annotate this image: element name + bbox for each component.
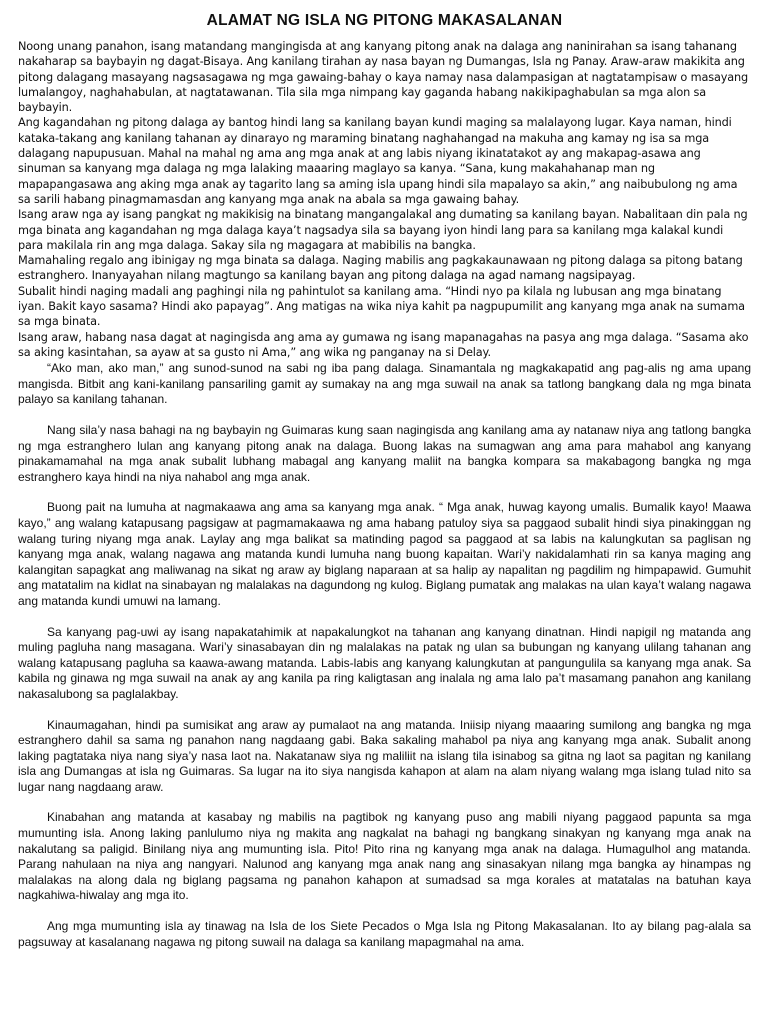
story-paragraph: Buong pait na lumuha at nagmakaawa ang ama sa kanyang mga anak. “ Mga anak, huwag kayong umalis. Bumalik kayo! Maawa kayo,” ang walang katapusang pagsigaw at pagmamakaawa ng ama habang patuloy siya sa paggaod subalit hindi siya pinakinggan ng walang turing niyang mga anak. Laylay ang mga balikat sa matinding pagod sa paggaod at sa labis na kalungkutan sa paglisan ng kanyang mga anak, walang nagawa ang matanda kundi lumuha nang buong kapaitan. Wari’y nakidalamhati rin sa kanya maging ang kalangitan sapagkat ang maliwanag na sikat ng araw ay biglang naparaan at sa halip ay napalitan ng pagdilim ng himpapawid. Gumuhit ang matatalim na kidlat na sinabayan ng malalakas na dagundong ng kulog. Biglang pumatak ang malakas na ulan kaya’t walang nagawa ang matanda kundi umuwi na lamang. (18, 500, 751, 608)
story-paragraph: “Ako man, ako man,” ang sunod-sunod na sabi ng iba pang dalaga. Sinamantala ng magkakapatid ang pag-alis ng ama upang mangisda. Bitbit ang kani-kanilang pansariling gamit ay sumakay na ang mga suwail na anak sa tatlong bangkang dala ng mga binata palayo sa kanilang tahanan. (18, 361, 751, 407)
intro-paragraph: Noong unang panahon, isang matandang mangingisda at ang kanyang pitong anak na dalaga ang naninirahan sa isang tahanang nakaharap sa baybayin ng dagat-Bisaya. Ang kanilang tirahan ay nasa bayan ng Dumangas, Isla ng Panay. Araw-araw makikita ang pitong dalagang masayang nagsasagawa ng mga gawaing-bahay o kaya namay nasa dalampasigan at nagtatampisaw o masayang lumalangoy, naghahabulan, at nagtatawanan. Tila sila mga nimpang kay gaganda habang nakikipaghabulan sa mga alon sa baybayin. (18, 40, 749, 115)
story-section (18, 361, 751, 950)
intro-paragraph: Subalit hindi naging madali ang paghingi nila ng pahintulot sa kanilang ama. “Hindi nyo pa kilala ng lubusan ang mga binatang iyan. Bakit kayo sasama? Hindi ako papayag”. Ang matigas na wika niya kahit pa nagpupumilit ang kanyang mga anak na sumama sa mga binata. (18, 284, 745, 329)
story-paragraph: Sa kanyang pag-uwi ay isang napakatahimik at napakalungkot na tahanan ang kanyang dinatnan. Hindi napigil ng matanda ang muling pagluha nang masagana. Wari’y sinasabayan din ng malalakas na patak ng ulan sa bubungan ng kanyang ulilang tahanan ang walang katapusang pagluha sa kaawa-awang matanda. Labis-labis ang kanyang kalungkutan at pangungulila sa kanyang mga anak. Sa kabila ng ginawa ng mga suwail na anak ay ang kanila pa ring kaligtasan ang inalala ng ama lalo pa’t masamang panahon ang kanilang nakasalubong sa paglalakbay. (18, 624, 751, 701)
intro-paragraph: Isang araw nga ay isang pangkat ng makikisig na binatang mangangalakal ang dumating sa kanilang bayan. Nabalitaan din pala ng mga binata ang kagandahan ng mga dalaga kaya’t nagsadya sila sa bayang iyon hindi lang para sa kanilang mga kalakal kundi para makilala rin ang mga dalaga. Sakay sila ng magagara at mabibilis na bangka. (18, 208, 748, 252)
story-paragraph: Ang mga mumunting isla ay tinawag na Isla de los Siete Pecados o Mga Isla ng Pitong Makasalanan. Ito ay bilang pag-alala sa pagsuway at kasalanang nagawa ng pitong suwail na dalaga sa kanilang mapagmahal na ama. (18, 919, 751, 949)
story-paragraph: Kinabahan ang matanda at kasabay ng mabilis na pagtibok ng kanyang puso ang mabili niyang paggaod papunta sa mga mumunting isla. Anong laking panlulumo niya ng makita ang nagkalat na bahagi ng bangkang sinakyan ng kanyang mga anak na nakalutang sa paligid. Binilang niya ang mumunting isla. Pito! Pito rina ng kanyang mga anak na dalaga. Humagulhol ang matanda. Parang nahulaan na niya ang nangyari. Nalunod ang kanyang mga anak nang ang sinasakyan nilang mga bangka ay hinampas ng malalakas na along dala ng biglang pagsama ng panahon kahapon at sumadsad sa mga korales at matatalas na batuhan kaya nagkahiwa-hiwalay ang mga ito. (18, 810, 751, 903)
intro-paragraph: Ang kagandahan ng pitong dalaga ay bantog hindi lang sa kanilang bayan kundi maging sa malalayong lugar. Kaya naman, hindi kataka-takang ang kanilang tahanan ay dinarayo ng maraming binatang naghahangad na makuha ang kamay ng isa sa mga dalagang napupusuan. Mahal na mahal ng ama ang mga anak at ang labis niyang ikinatatakot ay ang makapag-asawa ang sinuman sa kanyang mga dalaga ng mga lalaking maaaring maglayo sa kanya. “Sana, kung makahahanap man ng mapapangasawa ang aking mga anak ay tagarito lang sa aming isla upang hindi sila mapalayo sa akin,” ang naibubulong ng ama sa sarili habang pinagmamasdan ang kanyang mga anak na abala sa mga gawaing bahay. (18, 116, 738, 206)
story-paragraph: Kinaumagahan, hindi pa sumisikat ang araw ay pumalaot na ang matanda. Iniisip niyang maaaring sumilong ang bangka ng mga estranghero dahil sa sama ng panahon nang nagdaang gabi. Baka sakaling mahabol pa niya ang kanyang mga anak. Subalit anong laking pagtataka niya nang siya’y nasa laot na. Nakatanaw siya ng maliliit na islang tila isinabog sa gitna ng laot sa pagitan ng kanilang isla ang Dumangas at isla ng Guimaras. Sa lugar na ito siya nangisda kahapon at alam na alam niyang walang mga islang tulad nito sa lugar nang nagdaang araw. (18, 717, 751, 794)
intro-paragraph: Mamahaling regalo ang ibinigay ng mga binata sa dalaga. Naging mabilis ang pagkakaunawaan ng pitong dalaga sa pitong batang estranghero. Inanyayahan nilang magtungo sa kanilang bayan ang pitong dalaga na agad namang nagsipayag. (18, 254, 743, 283)
intro-section (18, 39, 751, 360)
document-title: ALAMAT NG ISLA NG PITONG MAKASALANAN (206, 12, 563, 29)
story-paragraph: Nang sila’y nasa bahagi na ng baybayin ng Guimaras kung saan nagingisda ang kanilang ama ay natanaw niya ang tatlong bangka ng mga estranghero lulan ang kanyang pitong anak na dalaga. Buong lakas na sumagwan ang ama para mahabol ang kanyang pinakamamahal na mga anak subalit lubhang mabagal ang kanyang maliit na bangka kompara sa makabagong bangka ng mga estranghero kaya hindi na niya nahabol ang mga anak. (18, 423, 751, 484)
intro-paragraph: Isang araw, habang nasa dagat at nagingisda ang ama ay gumawa ng isang mapanagahas na pasya ang mga dalaga. “Sasama ako sa aking kasintahan, sa ayaw at sa gusto ni Ama,” ang wika ng panganay na si Delay. (18, 330, 749, 359)
